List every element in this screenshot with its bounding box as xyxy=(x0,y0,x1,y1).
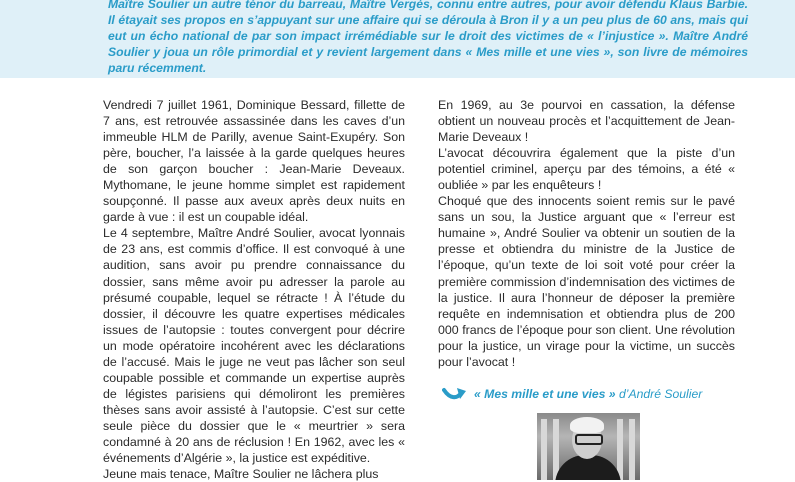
book-author: d’André Soulier xyxy=(615,387,703,401)
left-paragraph-1: Vendredi 7 juillet 1961, Dominique Bessard, fillette de 7 ans, est retrouvée assassinée dans les caves d’un immeuble HLM de Parilly, avenue Saint-Exupéry. Son père, boucher, l’a laissée à la garde quelques heures de son garçon boucher : Jean-Marie Deveaux. Mythomane, le jeune homme simplet est rapidement soupçonné. Il passe aux aveux après deux nuits en garde à vue : il est un coupable idéal. xyxy=(103,98,405,225)
right-column xyxy=(438,97,735,370)
intro-line-2: Il étayait ses propos en s’appuyant sur une affaire qui se déroula à Bron il y a un peu plus de 60 ans, mais qui eut un écho national de par son impact irrémédiable sur le droit des victimes de « l’injustice ». Maître André Soulier y joua un rôle primordial et y revient largement dans « Mes mille et une vies », son livre de mémoires paru récemment. xyxy=(108,13,748,75)
left-paragraph-2: Le 4 septembre, Maître André Soulier, avocat lyonnais de 23 ans, est commis d’office. Il est convoqué à une audition, sans avoir pu prendre connaissance du dossier, sans même avoir pu adresser la parole au présumé coupable, lequel se rétracte ! À l’étude du dossier, il découvre les quatre expertises médicales issues de l’autopsie : toutes convergent pour décrire un mode opératoire incohérent avec les déclarations de l’accusé. Mais le juge ne veut pas lâcher son seul coupable possible et commande un expertise auprès de légistes parisiens qui démoliront les premières thèses sans avoir assisté à l’autopsie. C’est sur cette seule pièce du dossier que le « meurtrier » sera condamné à 20 ans de réclusion ! En 1962, avec les « événements d’Algérie », la justice est expéditive. xyxy=(103,226,405,466)
intro-text xyxy=(108,0,748,76)
book-reference xyxy=(442,384,762,404)
book-title: « Mes mille et une vies » xyxy=(474,387,616,401)
intro-line-1: Maître Soulier un autre ténor du barreau, Maître Vergès, connu entre autres, pour avoir défendu Klaus Barbie. xyxy=(108,0,748,11)
left-paragraph-3: Jeune mais tenace, Maître Soulier ne lâchera plus xyxy=(103,467,379,482)
right-paragraph-1: En 1969, au 3e pourvoi en cassation, la défense obtient un nouveau procès et l’acquittement de Jean-Marie Deveaux ! xyxy=(438,98,735,145)
right-paragraph-3: Choqué que des innocents soient remis sur le pavé sans un sou, la Justice arguant que « l’erreur est humaine », André Soulier va obtenir un soutien de la presse et obtiendra du ministre de la Justice de l’époque, qu’un texte de loi soit voté pour créer la première commission d’indemnisation des victimes de la justice. Il aura l’honneur de déposer la première requête en indemnisation et obtiendra plus de 200 000 francs de l’époque pour son client. Une révolution pour la justice, un virage pour la victime, un succès pour l’avocat ! xyxy=(438,194,735,369)
curved-arrow-icon xyxy=(442,384,468,404)
right-paragraph-2: L’avocat découvrira également que la piste d’un potentiel criminel, aperçu par des témoins, a été « oubliée » par les enquêteurs ! xyxy=(438,146,735,193)
book-caption xyxy=(474,387,702,401)
author-photo xyxy=(537,413,640,480)
left-column xyxy=(103,97,405,482)
